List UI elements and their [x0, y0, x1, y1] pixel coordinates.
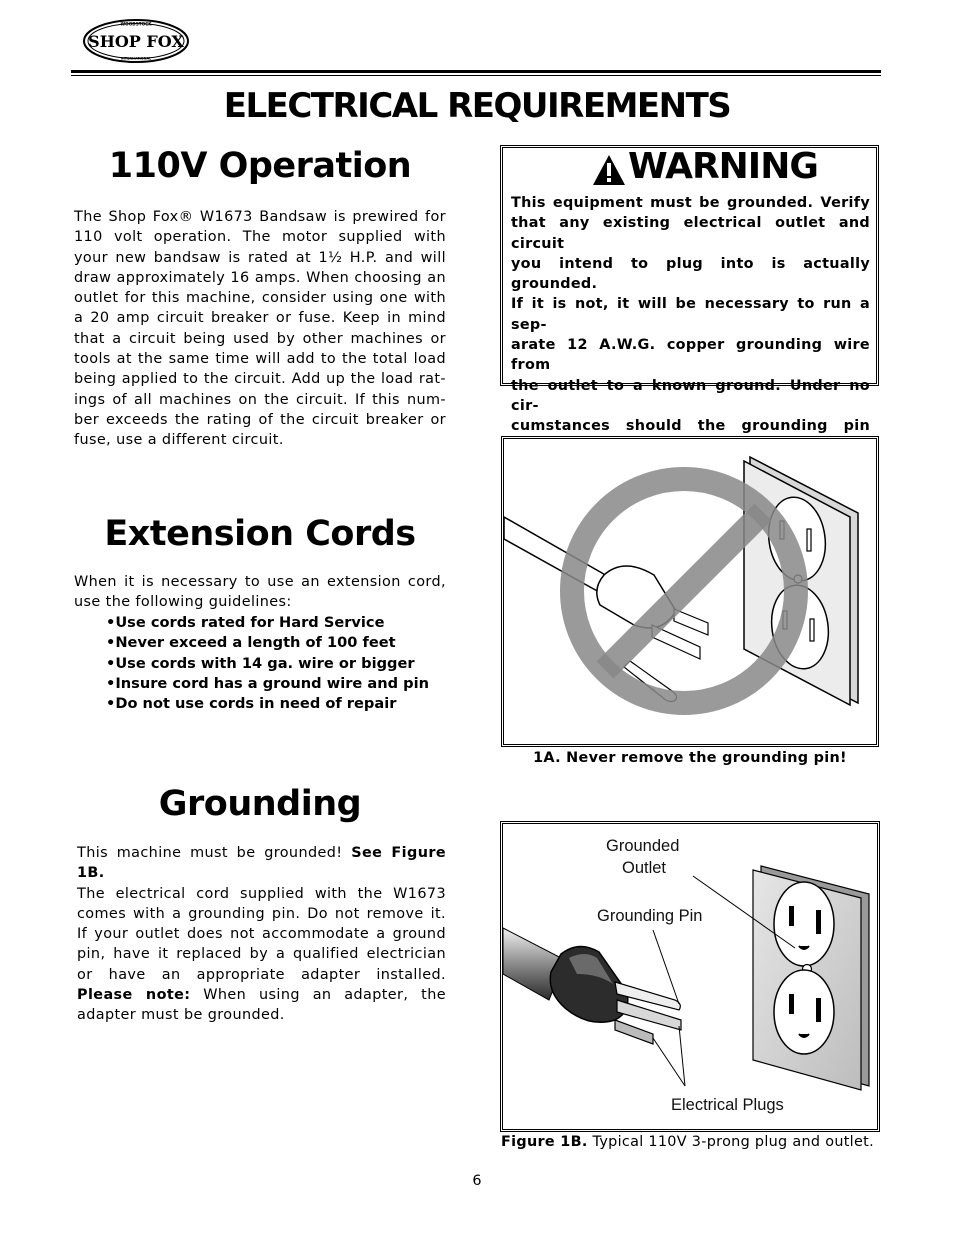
- list-item: •Use cords rated for Hard Service: [106, 614, 385, 631]
- heading-grounding: Grounding: [158, 784, 362, 824]
- figure-1b: [500, 821, 880, 1132]
- figure-1a: [501, 436, 879, 747]
- plug-and-outlet-illustration: [503, 824, 877, 1129]
- label-outlet: Outlet: [622, 859, 667, 877]
- list-item: •Do not use cords in need of repair: [106, 695, 397, 713]
- logo-text: SHOP FOX: [88, 32, 184, 51]
- warning-title: WARNING: [628, 146, 818, 187]
- svg-text:INTERNATIONAL: INTERNATIONAL: [120, 56, 152, 61]
- svg-text:WOODSTOCK: WOODSTOCK: [120, 21, 152, 27]
- label-grounded: Grounded: [606, 837, 680, 855]
- page-number: 6: [472, 1173, 482, 1189]
- figure-1a-caption: 1A. Never remove the grounding pin!: [533, 750, 847, 766]
- warning-text: This equipment must be grounded. Verify that any existing electrical outlet and circuit you intend to plug into is actually grounded. If it is not, it will be necessary to run a sep- arate 12 A.W.G. copper grounding wire from the outlet to a known ground. Under no cir- cumstances should the grounding pin: [511, 195, 870, 435]
- list-item: •Insure cord has a ground wire and pin: [106, 674, 429, 692]
- label-electrical-plugs: Electrical Plugs: [671, 1096, 784, 1114]
- page-title: ELECTRICAL REQUIREMENTS: [223, 86, 731, 126]
- heading-extension-cords: Extension Cords: [104, 514, 416, 554]
- heading-110v-operation: 110V Operation: [108, 146, 412, 186]
- header-rule: [71, 70, 881, 73]
- never-remove-pin-illustration: [504, 439, 876, 744]
- paragraph-grounding: This machine must be grounded! See Figure 1B. The electrical cord supplied with the W1673 comes with a grounding pin. Do not remove it. If your outlet does not accommodate a ground pin, have it replaced by a qualified electrician or have an appropriate adapter installed. Please note: When using an adapter, the adapter must be grounded.: [77, 845, 446, 1024]
- paragraph-110v-operation: The Shop Fox® W1673 Bandsaw is prewired for 110 volt operation. The motor supplied with your new bandsaw is rated at 1½ H.P. and will draw approximately 16 amps. When choosing an outlet for this machine, consider using one with a 20 amp circuit breaker or fuse. Keep in mind that a circuit being used by other machines or tools at the same time will add to the total load being applied to the circuit. Add up the load rat- ings of all machines on the circuit. If this num- ber exceeds the rating of the circuit breaker or fuse, use a different circuit.: [74, 209, 446, 449]
- list-item: •Use cords with 14 ga. wire or bigger: [106, 654, 415, 672]
- list-item: •Never exceed a length of 100 feet: [106, 634, 396, 652]
- warning-triangle-icon: [592, 154, 626, 186]
- header-rule-thin: [71, 75, 881, 76]
- extension-cord-guidelines: [106, 613, 429, 714]
- paragraph-extension-cords: When it is necessary to use an extension cord, use the following guidelines:: [74, 574, 446, 611]
- label-grounding-pin: Grounding Pin: [597, 907, 703, 925]
- figure-1b-caption: Figure 1B. Typical 110V 3-prong plug and outlet.: [501, 1134, 874, 1150]
- shop-fox-logo: [82, 18, 190, 64]
